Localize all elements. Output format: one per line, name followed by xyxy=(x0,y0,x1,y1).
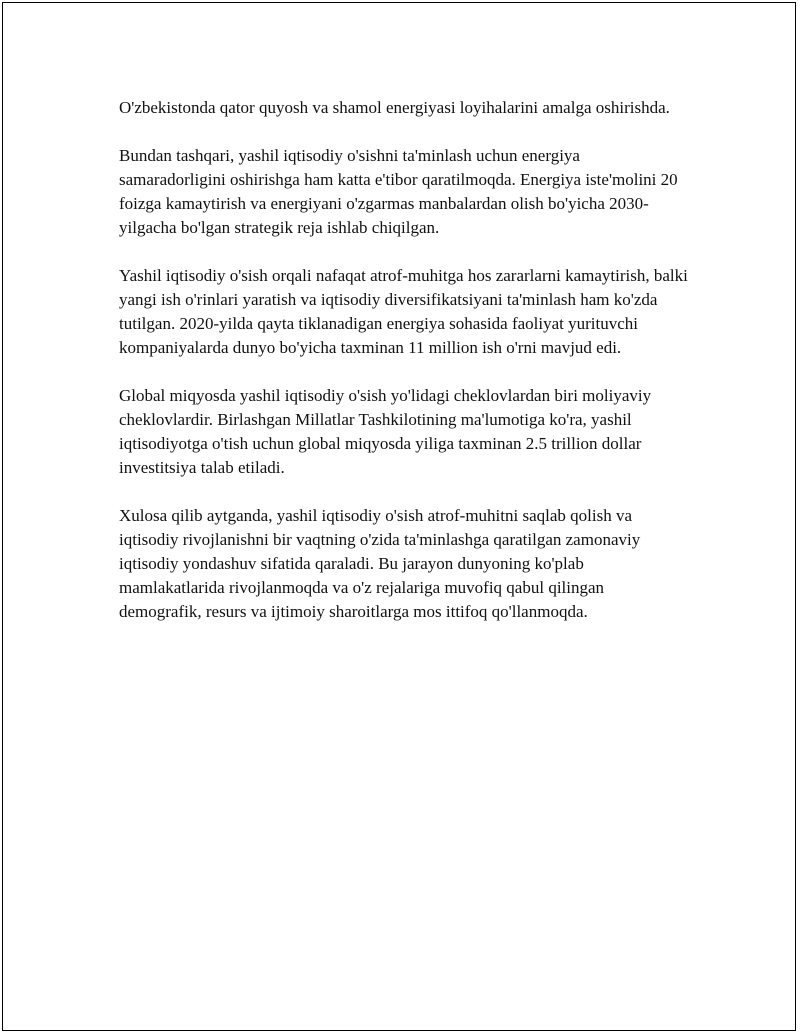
paragraph-2: Bundan tashqari, yashil iqtisodiy o'sishni ta'minlash uchun energiya samaradorligini oshirishga ham katta e'tibor qaratilmoqda. Energiya iste'molini 20 foizga kamaytirish va energiyani o'zgarmas manbalardan olish bo'yicha 2030-yilgacha bo'lgan strategik reja ishlab chiqilgan. xyxy=(119,146,678,237)
document-page xyxy=(2,2,796,1031)
document-body xyxy=(119,96,689,648)
paragraph-4: Global miqyosda yashil iqtisodiy o'sish yo'lidagi cheklovlardan biri moliyaviy cheklovlardir. Birlashgan Millatlar Tashkilotining ma'lumotiga ko'ra, yashil iqtisodiyotga o'tish uchun global miqyosda yiliga taxminan 2.5 trillion dollar investitsiya talab etiladi. xyxy=(119,386,652,477)
paragraph-5: Xulosa qilib aytganda, yashil iqtisodiy o'sish atrof-muhitni saqlab qolish va iqtisodiy rivojlanishni bir vaqtning o'zida ta'minlashga qaratilgan zamonaviy iqtisodiy yondashuv sifatida qaraladi. Bu jarayon dunyoning ko'plab mamlakatlarida rivojlanmoqda va o'z rejalariga muvofiq qabul qilingan demografik, resurs va ijtimoiy sharoitlarga mos ittifoq qo'llanmoqda. xyxy=(119,506,641,621)
paragraph-1: O'zbekistonda qator quyosh va shamol energiyasi loyihalarini amalga oshirishda. xyxy=(119,98,670,117)
paragraph-3: Yashil iqtisodiy o'sish orqali nafaqat atrof-muhitga hos zararlarni kamaytirish, balki yangi ish o'rinlari yaratish va iqtisodiy diversifikatsiyani ta'minlash ham ko'zda tutilgan. 2020-yilda qayta tiklanadigan energiya sohasida faoliyat yurituvchi kompaniyalarda dunyo bo'yicha taxminan 11 million ish o'rni mavjud edi. xyxy=(119,266,688,357)
